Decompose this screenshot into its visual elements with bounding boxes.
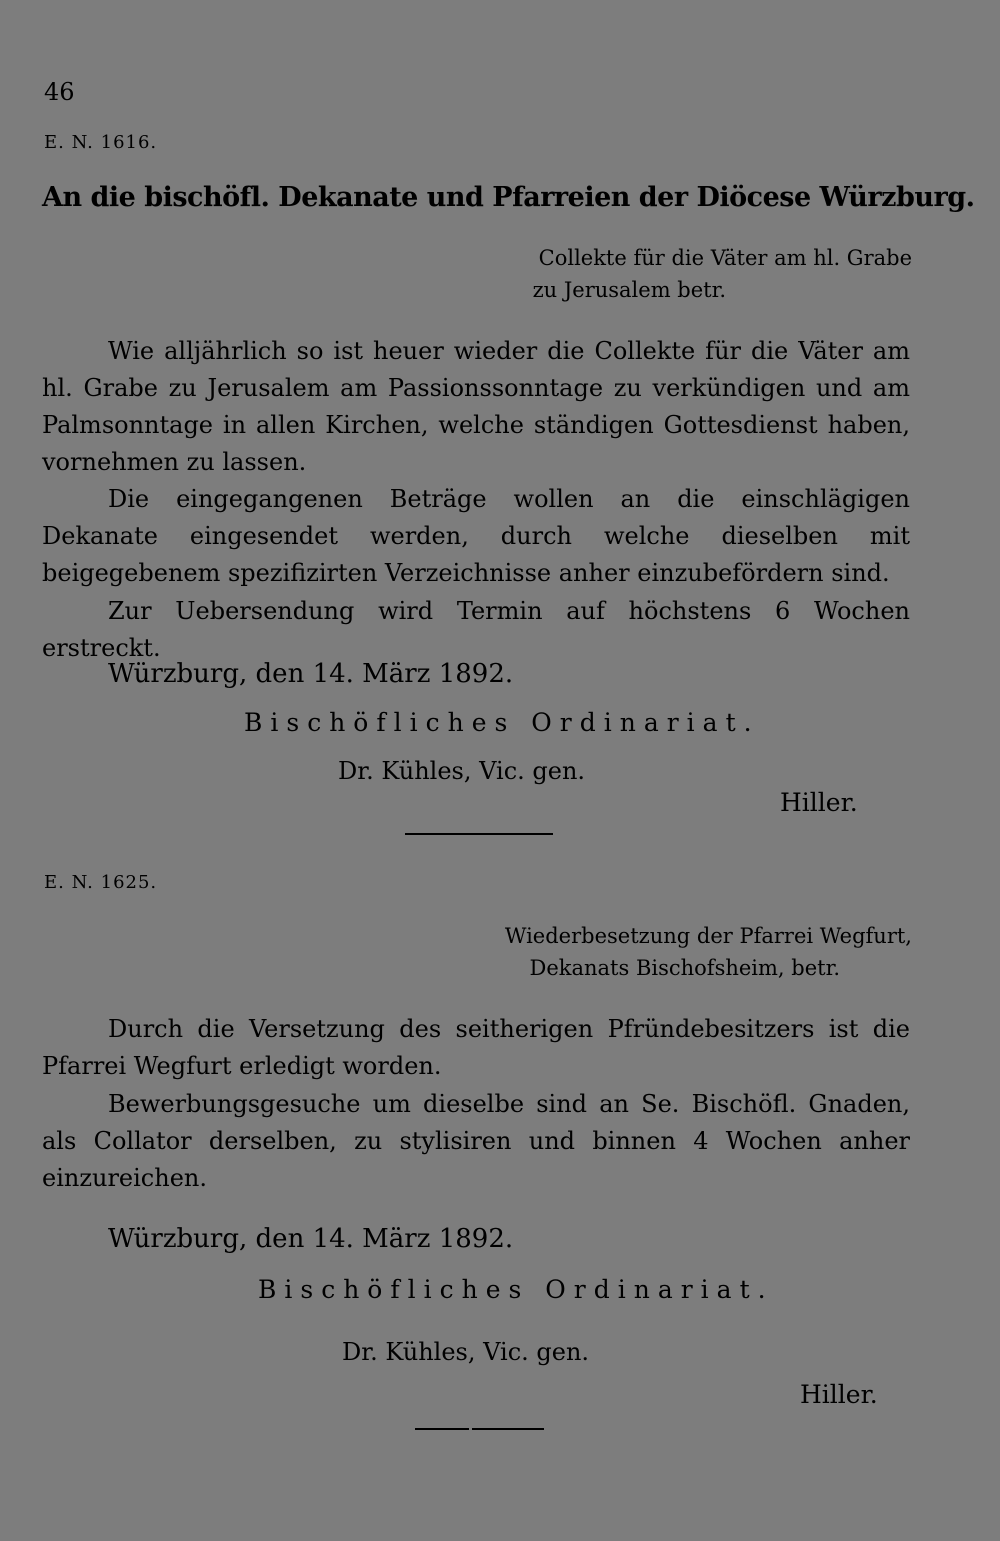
paragraph: Die eingegangenen Beträge wollen an die einschlägigen Dekanate eingesendet werden, durch welche dieselben mit beigegebenem spezifizirten Verzeichnisse anher einzubefördern sind. [42, 485, 910, 587]
subject-block [533, 242, 912, 306]
date-line: Würzburg, den 14. März 1892. [108, 659, 514, 689]
subject-line: zu Jerusalem betr. [532, 278, 726, 302]
vicar-general-signature: Dr. Kühles, Vic. gen. [338, 757, 586, 785]
subject-line: Wiederbesetzung der Pfarrei Wegfurt, [504, 924, 912, 948]
paragraph: Durch die Versetzung des seitherigen Pfründebesitzers ist die Pfarrei Wegfurt erledigt worden. [42, 1015, 910, 1080]
office-name: Bischöfliches Ordinariat. [244, 708, 760, 737]
subject-line: Dekanats Bischofsheim, betr. [529, 956, 840, 980]
secretary-signature: Hiller. [780, 788, 858, 817]
office-name: Bischöfliches Ordinariat. [258, 1275, 774, 1304]
subject-block [505, 920, 912, 984]
paragraph: Zur Uebersendung wird Termin auf höchstens 6 Wochen erstreckt. [42, 597, 910, 662]
date-line: Würzburg, den 14. März 1892. [108, 1224, 514, 1254]
reference-number: E. N. 1616. [44, 132, 158, 153]
reference-number: E. N. 1625. [44, 872, 158, 893]
secretary-signature: Hiller. [800, 1380, 878, 1409]
section-divider [405, 833, 553, 835]
section-divider [472, 1428, 544, 1430]
page-number: 46 [44, 78, 75, 106]
subject-line: Collekte für die Väter am hl. Grabe [538, 246, 912, 270]
paragraph: Wie alljährlich so ist heuer wieder die Collekte für die Väter am hl. Grabe zu Jerusalem am Passionssonntage zu verkündigen und am Palmsonntage in allen Kirchen, welche ständigen Gottesdienst haben, vornehmen zu lassen. [42, 337, 910, 476]
vicar-general-signature: Dr. Kühles, Vic. gen. [342, 1338, 590, 1366]
section-divider [415, 1428, 469, 1430]
page-heading: An die bischöfl. Dekanate und Pfarreien der Diöcese Würzburg. [42, 182, 975, 213]
paragraph: Bewerbungsgesuche um dieselbe sind an Se. Bischöfl. Gnaden, als Collator derselben, zu stylisiren und binnen 4 Wochen anher einzureichen. [42, 1090, 910, 1192]
